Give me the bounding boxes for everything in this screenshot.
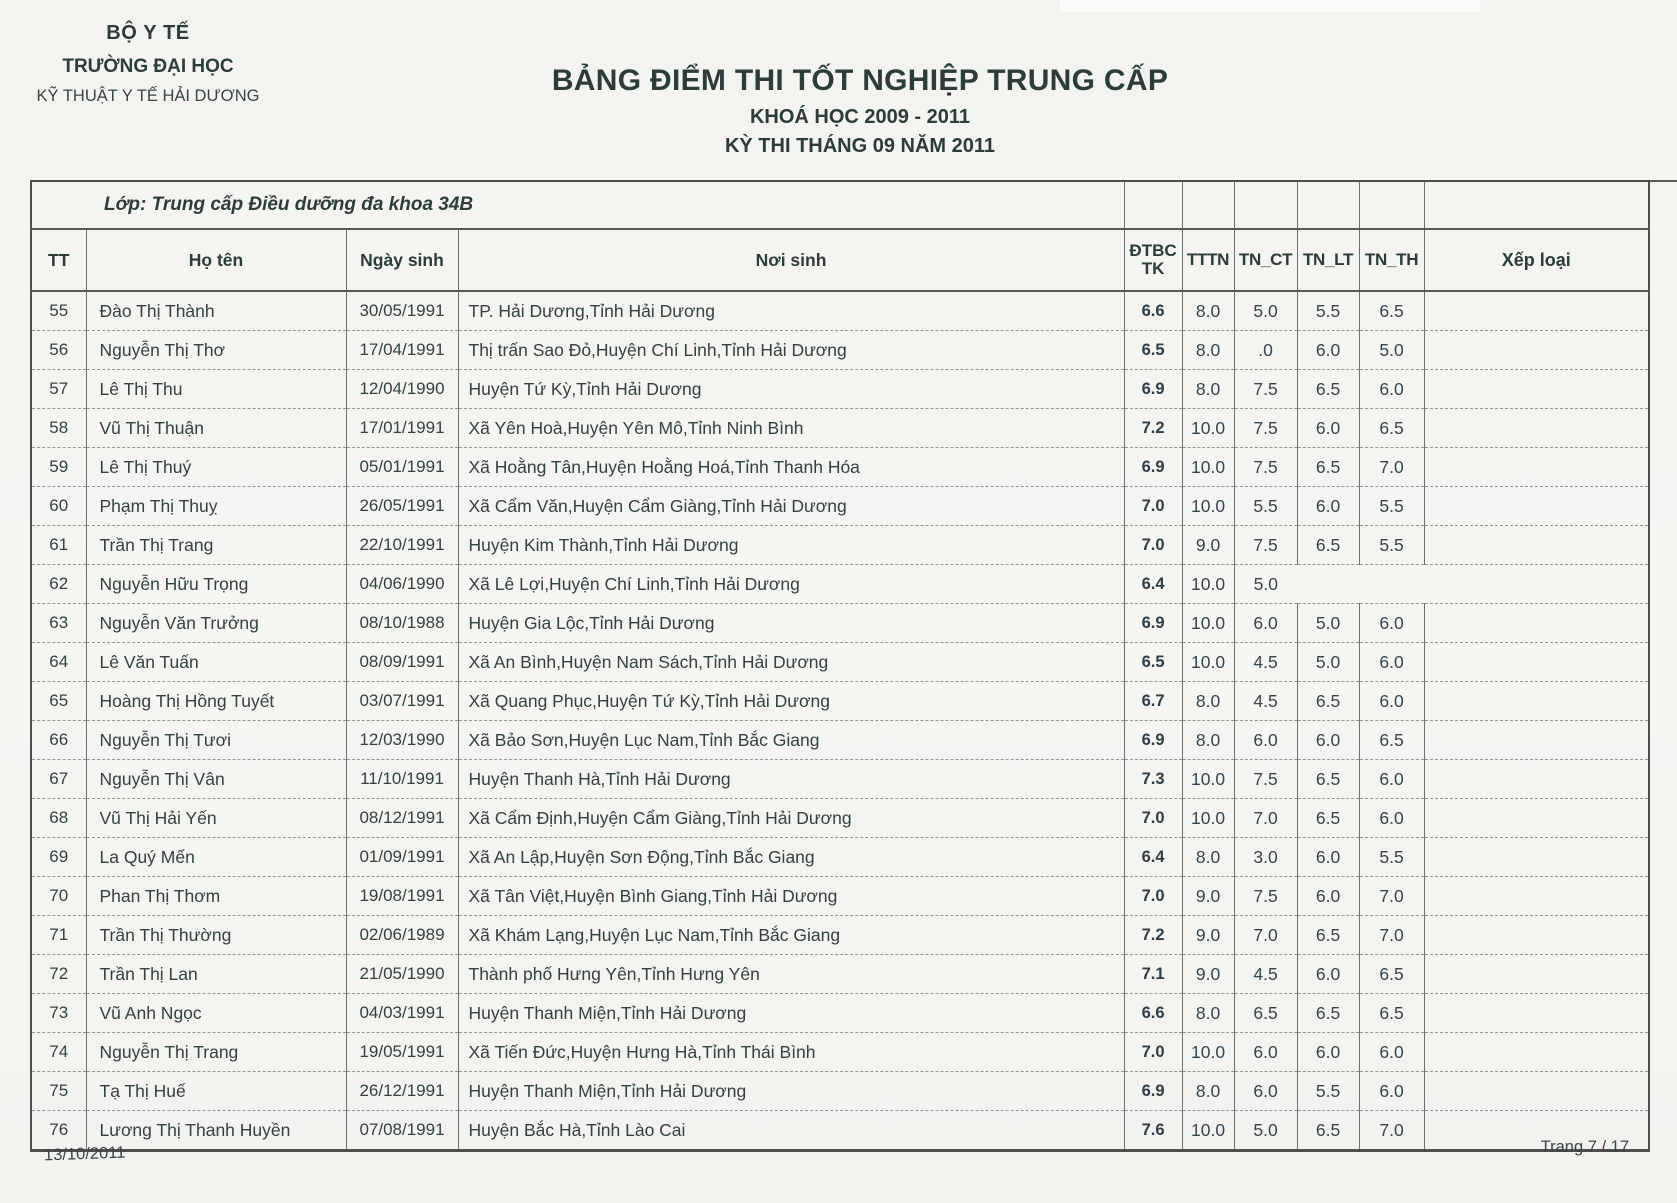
cell-tn_th: 6.5 xyxy=(1359,994,1424,1033)
cell-tt: 58 xyxy=(31,409,86,448)
cell-dtbc: 6.9 xyxy=(1124,604,1182,643)
cell-tt: 56 xyxy=(31,331,86,370)
cell-tn_lt: 6.5 xyxy=(1297,760,1359,799)
class-row-spacer xyxy=(1297,181,1359,229)
col-header-tttn: TTTN xyxy=(1182,229,1234,291)
cell-name: Phan Thị Thơm xyxy=(86,877,346,916)
cell-tn_lt: 6.5 xyxy=(1297,370,1359,409)
cell-tn_ct: 5.0 xyxy=(1234,1111,1297,1151)
cell-tn_ct: 6.0 xyxy=(1234,604,1297,643)
cell-tn_ct: 7.5 xyxy=(1234,526,1297,565)
cell-tttn: 10.0 xyxy=(1182,1033,1234,1072)
cell-name: Lê Văn Tuấn xyxy=(86,643,346,682)
cell-tttn: 8.0 xyxy=(1182,291,1234,331)
cell-name: Nguyễn Hữu Trọng xyxy=(86,565,346,604)
cell-tt: 57 xyxy=(31,370,86,409)
cell-tn_lt: 6.0 xyxy=(1297,409,1359,448)
cell-tttn: 10.0 xyxy=(1182,604,1234,643)
cell-name: Hoàng Thị Hồng Tuyết xyxy=(86,682,346,721)
university-name-line1: TRƯỜNG ĐẠI HỌC xyxy=(62,56,234,77)
cell-tn_lt: 6.5 xyxy=(1297,916,1359,955)
cell-xep xyxy=(1424,409,1649,448)
cell-dob: 17/01/1991 xyxy=(346,409,458,448)
cell-tttn: 8.0 xyxy=(1182,1072,1234,1111)
cell-tt: 59 xyxy=(31,448,86,487)
cell-tn_th: 5.5 xyxy=(1359,526,1424,565)
cell-dob: 21/05/1990 xyxy=(346,955,458,994)
cell-tt: 74 xyxy=(31,1033,86,1072)
table-row xyxy=(31,799,1649,838)
cell-xep xyxy=(1424,916,1649,955)
cell-tn_th: 5.0 xyxy=(1359,331,1424,370)
cell-tn_th: 6.0 xyxy=(1359,370,1424,409)
cell-tt: 65 xyxy=(31,682,86,721)
cell-tn_lt: 6.0 xyxy=(1297,838,1359,877)
cell-tn_ct: 5.0 xyxy=(1234,291,1297,331)
table-row xyxy=(31,448,1649,487)
table-row xyxy=(31,955,1649,994)
print-date: 13/10/2011 xyxy=(43,1143,126,1165)
table-row xyxy=(31,291,1649,331)
cell-xep xyxy=(1424,838,1649,877)
table-row xyxy=(31,1033,1649,1072)
cell-xep xyxy=(1424,291,1649,331)
cell-dob: 05/01/1991 xyxy=(346,448,458,487)
cell-tn_lt: 5.5 xyxy=(1297,1072,1359,1111)
cell-xep xyxy=(1424,331,1649,370)
cell-tt: 67 xyxy=(31,760,86,799)
cell-dob: 19/08/1991 xyxy=(346,877,458,916)
cell-dtbc: 6.4 xyxy=(1124,565,1182,604)
cell-tn_th: 6.0 xyxy=(1359,799,1424,838)
col-header-tn_lt: TN_LT xyxy=(1297,229,1359,291)
cell-tn_lt: 6.0 xyxy=(1297,1033,1359,1072)
cell-tn_lt: 6.5 xyxy=(1297,526,1359,565)
cell-name: Nguyễn Văn Trưởng xyxy=(86,604,346,643)
cell-tttn: 10.0 xyxy=(1182,409,1234,448)
cell-name: Vũ Anh Ngọc xyxy=(86,994,346,1033)
cell-tn_lt: 6.0 xyxy=(1297,487,1359,526)
cell-dtbc: 7.3 xyxy=(1124,760,1182,799)
ministry-name: BỘ Y TẾ xyxy=(106,22,190,44)
cell-pob: TP. Hải Dương,Tỉnh Hải Dương xyxy=(458,291,1124,331)
cell-dtbc: 6.9 xyxy=(1124,1072,1182,1111)
cell-tn_th: 6.0 xyxy=(1359,1072,1424,1111)
class-row xyxy=(31,181,1649,229)
cell-tn_th: 6.5 xyxy=(1359,291,1424,331)
table-row xyxy=(31,916,1649,955)
cell-pob: Xã An Bình,Huyện Nam Sách,Tỉnh Hải Dương xyxy=(458,643,1124,682)
cell-tn_th: 6.5 xyxy=(1359,721,1424,760)
cell-tn_lt: 6.5 xyxy=(1297,799,1359,838)
cell-dob: 08/12/1991 xyxy=(346,799,458,838)
cell-tttn: 10.0 xyxy=(1182,799,1234,838)
cell-dtbc: 7.2 xyxy=(1124,409,1182,448)
cell-pob: Xã Tiến Đức,Huyện Hưng Hà,Tỉnh Thái Bình xyxy=(458,1033,1124,1072)
cell-dtbc: 6.5 xyxy=(1124,643,1182,682)
col-header-tn_th: TN_TH xyxy=(1359,229,1424,291)
cell-pob: Xã Hoằng Tân,Huyện Hoằng Hoá,Tỉnh Thanh Hóa xyxy=(458,448,1124,487)
cell-tttn: 8.0 xyxy=(1182,721,1234,760)
cell-tttn: 10.0 xyxy=(1182,565,1234,604)
cell-dob: 11/10/1991 xyxy=(346,760,458,799)
cell-tn_lt xyxy=(1297,565,1359,604)
cell-tn_th: 5.5 xyxy=(1359,487,1424,526)
cell-tn_lt: 6.0 xyxy=(1297,877,1359,916)
cell-dtbc: 6.5 xyxy=(1124,331,1182,370)
table-row xyxy=(31,682,1649,721)
cell-dob: 02/06/1989 xyxy=(346,916,458,955)
table-row xyxy=(31,604,1649,643)
class-row-spacer xyxy=(1359,181,1424,229)
cell-dtbc: 6.9 xyxy=(1124,370,1182,409)
cell-name: Lê Thị Thu xyxy=(86,370,346,409)
scan-artifact-strip xyxy=(1060,0,1480,12)
cell-tttn: 9.0 xyxy=(1182,955,1234,994)
table-row xyxy=(31,370,1649,409)
table-row xyxy=(31,565,1649,604)
cell-pob: Huyện Thanh Hà,Tỉnh Hải Dương xyxy=(458,760,1124,799)
cell-name: Lê Thị Thuý xyxy=(86,448,346,487)
cell-tt: 66 xyxy=(31,721,86,760)
cell-tn_ct: 7.5 xyxy=(1234,448,1297,487)
cell-pob: Xã Cẩm Văn,Huyện Cẩm Giàng,Tỉnh Hải Dương xyxy=(458,487,1124,526)
cell-tt: 70 xyxy=(31,877,86,916)
cell-dob: 07/08/1991 xyxy=(346,1111,458,1151)
cell-xep xyxy=(1424,370,1649,409)
cell-tn_th: 6.5 xyxy=(1359,409,1424,448)
cell-tttn: 8.0 xyxy=(1182,838,1234,877)
table-row xyxy=(31,526,1649,565)
cell-tt: 61 xyxy=(31,526,86,565)
cell-name: Trần Thị Trang xyxy=(86,526,346,565)
cell-dob: 26/05/1991 xyxy=(346,487,458,526)
cell-tn_ct: 6.0 xyxy=(1234,1033,1297,1072)
table-row xyxy=(31,994,1649,1033)
cell-tt: 68 xyxy=(31,799,86,838)
cell-tn_ct: 5.5 xyxy=(1234,487,1297,526)
cell-tt: 55 xyxy=(49,301,69,320)
cell-dtbc: 7.0 xyxy=(1124,1033,1182,1072)
cell-pob: Huyện Tứ Kỳ,Tỉnh Hải Dương xyxy=(458,370,1124,409)
cell-pob: Thị trấn Sao Đỏ,Huyện Chí Linh,Tỉnh Hải Dương xyxy=(458,331,1124,370)
table-row xyxy=(31,877,1649,916)
cell-xep xyxy=(1424,643,1649,682)
cell-tt: 76 xyxy=(31,1111,86,1151)
cell-dtbc: 7.6 xyxy=(1124,1111,1182,1151)
table-row xyxy=(31,409,1649,448)
cell-tn_ct: 4.5 xyxy=(1234,643,1297,682)
cell-name: Vũ Thị Thuận xyxy=(86,409,346,448)
cell-dtbc: 6.6 xyxy=(1124,291,1182,331)
cell-dob: 01/09/1991 xyxy=(346,838,458,877)
col-header-dtbc: ĐTBC TK xyxy=(1124,229,1182,291)
cell-name: Đào Thị Thành xyxy=(86,291,346,331)
cell-tn_ct: 7.0 xyxy=(1234,799,1297,838)
cell-tt: 64 xyxy=(31,643,86,682)
cell-tn_lt: 6.5 xyxy=(1297,1111,1359,1151)
table-row xyxy=(31,838,1649,877)
cell-xep xyxy=(1424,604,1649,643)
cell-xep xyxy=(1424,448,1649,487)
cell-tttn: 10.0 xyxy=(1182,1111,1234,1151)
col-header-tn_ct: TN_CT xyxy=(1234,229,1297,291)
cell-dtbc: 6.9 xyxy=(1124,721,1182,760)
cell-pob: Huyện Thanh Miện,Tỉnh Hải Dương xyxy=(458,994,1124,1033)
cell-pob: Xã Bảo Sơn,Huyện Lục Nam,Tỉnh Bắc Giang xyxy=(458,721,1124,760)
cell-tn_ct: 7.0 xyxy=(1234,916,1297,955)
cell-dob: 04/06/1990 xyxy=(346,565,458,604)
col-header-tt: TT xyxy=(31,229,86,291)
cell-tn_lt: 6.5 xyxy=(1297,448,1359,487)
cell-xep xyxy=(1424,1072,1649,1111)
cell-dtbc: 7.0 xyxy=(1124,487,1182,526)
cell-tt: 62 xyxy=(31,565,86,604)
cell-dob: 08/09/1991 xyxy=(346,643,458,682)
cell-tttn: 8.0 xyxy=(1182,994,1234,1033)
cell-pob: Xã Khám Lạng,Huyện Lục Nam,Tỉnh Bắc Giang xyxy=(458,916,1124,955)
cell-pob: Xã Tân Việt,Huyện Bình Giang,Tỉnh Hải Dương xyxy=(458,877,1124,916)
cell-tttn: 9.0 xyxy=(1182,526,1234,565)
table-row xyxy=(31,643,1649,682)
cell-pob: Huyện Gia Lộc,Tỉnh Hải Dương xyxy=(458,604,1124,643)
cell-tn_lt: 5.5 xyxy=(1297,291,1359,331)
cell-tn_ct: 6.5 xyxy=(1234,994,1297,1033)
cell-pob: Thành phố Hưng Yên,Tỉnh Hưng Yên xyxy=(458,955,1124,994)
cell-tt: 69 xyxy=(31,838,86,877)
cell-tttn: 10.0 xyxy=(1182,487,1234,526)
col-header-name: Họ tên xyxy=(86,229,346,291)
cell-name: Lương Thị Thanh Huyền xyxy=(86,1111,346,1151)
cell-dtbc: 6.6 xyxy=(1124,994,1182,1033)
cell-dob: 17/04/1991 xyxy=(346,331,458,370)
cell-dob: 12/04/1990 xyxy=(346,370,458,409)
cell-xep xyxy=(1424,955,1649,994)
cell-tn_th: 6.0 xyxy=(1359,760,1424,799)
cell-name: Phạm Thị Thuỵ xyxy=(86,487,346,526)
cell-tn_th: 7.0 xyxy=(1359,448,1424,487)
cell-name: Trần Thị Thường xyxy=(86,916,346,955)
cell-tn_th: 6.5 xyxy=(1359,955,1424,994)
table-row xyxy=(31,487,1649,526)
cell-dtbc: 7.0 xyxy=(1124,877,1182,916)
cell-tttn: 9.0 xyxy=(1182,877,1234,916)
cell-tn_th: 5.5 xyxy=(1359,838,1424,877)
cell-tn_th: 6.0 xyxy=(1359,604,1424,643)
cell-dob: 03/07/1991 xyxy=(346,682,458,721)
cell-pob: Xã Lê Lợi,Huyện Chí Linh,Tỉnh Hải Dương xyxy=(458,565,1124,604)
cell-tttn: 8.0 xyxy=(1182,370,1234,409)
score-table-container xyxy=(30,180,1650,1152)
course-years: KHOÁ HỌC 2009 - 2011 xyxy=(749,106,971,128)
cell-pob: Huyện Bắc Hà,Tỉnh Lào Cai xyxy=(458,1111,1124,1151)
cell-tt: 63 xyxy=(31,604,86,643)
page-number: Trang 7 / 17 xyxy=(1540,1138,1629,1156)
cell-tn_ct: 3.0 xyxy=(1234,838,1297,877)
cell-name: Nguyễn Thị Tươi xyxy=(86,721,346,760)
class-row-spacer xyxy=(1424,181,1649,229)
header-row xyxy=(31,229,1649,291)
cell-xep xyxy=(1424,1033,1649,1072)
issuing-org-block xyxy=(36,22,260,106)
cell-tn_lt: 6.0 xyxy=(1297,721,1359,760)
document-title-block xyxy=(430,64,1290,158)
cell-tn_th: 6.0 xyxy=(1359,643,1424,682)
cell-dob: 30/05/1991 xyxy=(346,291,458,331)
table-row xyxy=(31,1111,1649,1151)
cell-tn_ct: 7.5 xyxy=(1234,877,1297,916)
table-row xyxy=(31,331,1649,370)
cell-dtbc: 6.9 xyxy=(1124,448,1182,487)
cell-tn_th xyxy=(1359,565,1424,604)
cell-tt: 71 xyxy=(31,916,86,955)
cell-name: La Quý Mến xyxy=(86,838,346,877)
exam-session: KỲ THI THÁNG 09 NĂM 2011 xyxy=(724,135,996,157)
cell-name: Trần Thị Lan xyxy=(86,955,346,994)
col-header-xep: Xếp loại xyxy=(1424,229,1649,291)
class-row-spacer xyxy=(1234,181,1297,229)
score-table xyxy=(30,180,1650,1152)
cell-tn_ct: 7.5 xyxy=(1234,370,1297,409)
cell-pob: Xã Yên Hoà,Huyện Yên Mô,Tỉnh Ninh Bình xyxy=(458,409,1124,448)
cell-dob: 19/05/1991 xyxy=(346,1033,458,1072)
cell-name: Vũ Thị Hải Yến xyxy=(86,799,346,838)
cell-tn_lt: 6.0 xyxy=(1297,331,1359,370)
cell-name: Nguyễn Thị Thơ xyxy=(86,331,346,370)
cell-tn_th: 6.0 xyxy=(1359,1033,1424,1072)
cell-tt: 73 xyxy=(31,994,86,1033)
cell-dob: 26/12/1991 xyxy=(346,1072,458,1111)
table-row xyxy=(31,1072,1649,1111)
col-header-dob: Ngày sinh xyxy=(346,229,458,291)
cell-pob: Huyện Thanh Miện,Tỉnh Hải Dương xyxy=(458,1072,1124,1111)
class-row-spacer xyxy=(1182,181,1234,229)
cell-tn_th: 7.0 xyxy=(1359,916,1424,955)
cell-tn_ct: 7.5 xyxy=(1234,760,1297,799)
cell-tn_th: 7.0 xyxy=(1359,877,1424,916)
cell-tn_lt: 5.0 xyxy=(1297,604,1359,643)
cell-dob: 04/03/1991 xyxy=(346,994,458,1033)
university-name-line2: KỸ THUẬT Y TẾ HẢI DƯƠNG xyxy=(36,87,260,105)
cell-xep xyxy=(1424,487,1649,526)
cell-tt: 72 xyxy=(31,955,86,994)
cell-tn_ct: 6.0 xyxy=(1234,1072,1297,1111)
cell-tttn: 10.0 xyxy=(1182,643,1234,682)
cell-pob: Huyện Kim Thành,Tỉnh Hải Dương xyxy=(458,526,1124,565)
cell-tn_lt: 6.5 xyxy=(1297,994,1359,1033)
cell-name: Nguyễn Thị Vân xyxy=(86,760,346,799)
cell-xep xyxy=(1424,994,1649,1033)
cell-tn_ct: 4.5 xyxy=(1234,682,1297,721)
cell-tn_ct: 6.0 xyxy=(1234,721,1297,760)
cell-dob: 22/10/1991 xyxy=(346,526,458,565)
cell-pob: Xã Cẩm Định,Huyện Cẩm Giàng,Tỉnh Hải Dương xyxy=(458,799,1124,838)
cell-tttn: 10.0 xyxy=(1182,448,1234,487)
cell-tttn: 8.0 xyxy=(1182,331,1234,370)
class-label: Lớp: Trung cấp Điều dưỡng đa khoa 34B xyxy=(31,181,1124,229)
cell-tn_ct: 5.0 xyxy=(1234,565,1297,604)
cell-tt: 60 xyxy=(31,487,86,526)
class-row-spacer xyxy=(1124,181,1182,229)
cell-name: Nguyễn Thị Trang xyxy=(86,1033,346,1072)
table-row xyxy=(31,721,1649,760)
cell-dob: 08/10/1988 xyxy=(346,604,458,643)
cell-xep xyxy=(1424,799,1649,838)
cell-dtbc: 7.0 xyxy=(1124,799,1182,838)
cell-tn_lt: 5.0 xyxy=(1297,643,1359,682)
cell-xep xyxy=(1424,682,1649,721)
cell-dtbc: 7.0 xyxy=(1124,526,1182,565)
cell-xep xyxy=(1424,565,1649,604)
cell-tn_th: 7.0 xyxy=(1359,1111,1424,1151)
cell-tttn: 8.0 xyxy=(1182,682,1234,721)
cell-dob: 12/03/1990 xyxy=(346,721,458,760)
cell-xep xyxy=(1424,760,1649,799)
cell-xep xyxy=(1424,526,1649,565)
cell-dtbc: 7.2 xyxy=(1124,916,1182,955)
col-header-pob: Nơi sinh xyxy=(458,229,1124,291)
document-title: BẢNG ĐIỂM THI TỐT NGHIỆP TRUNG CẤP xyxy=(551,64,1169,97)
table-row xyxy=(31,760,1649,799)
cell-tn_ct: 4.5 xyxy=(1234,955,1297,994)
cell-xep xyxy=(1424,721,1649,760)
cell-tn_ct: .0 xyxy=(1234,331,1297,370)
cell-pob: Xã An Lập,Huyện Sơn Động,Tỉnh Bắc Giang xyxy=(458,838,1124,877)
cell-dtbc: 7.1 xyxy=(1124,955,1182,994)
cell-tttn: 10.0 xyxy=(1182,760,1234,799)
cell-dtbc: 6.7 xyxy=(1124,682,1182,721)
cell-tttn: 9.0 xyxy=(1182,916,1234,955)
cell-tn_lt: 6.5 xyxy=(1297,682,1359,721)
cell-tt: 75 xyxy=(31,1072,86,1111)
cell-name: Tạ Thị Huế xyxy=(86,1072,346,1111)
cell-xep xyxy=(1424,877,1649,916)
cell-tn_lt: 6.0 xyxy=(1297,955,1359,994)
cell-tn_ct: 7.5 xyxy=(1234,409,1297,448)
cell-pob: Xã Quang Phục,Huyện Tứ Kỳ,Tỉnh Hải Dương xyxy=(458,682,1124,721)
cell-tn_th: 6.0 xyxy=(1359,682,1424,721)
cell-dtbc: 6.4 xyxy=(1124,838,1182,877)
